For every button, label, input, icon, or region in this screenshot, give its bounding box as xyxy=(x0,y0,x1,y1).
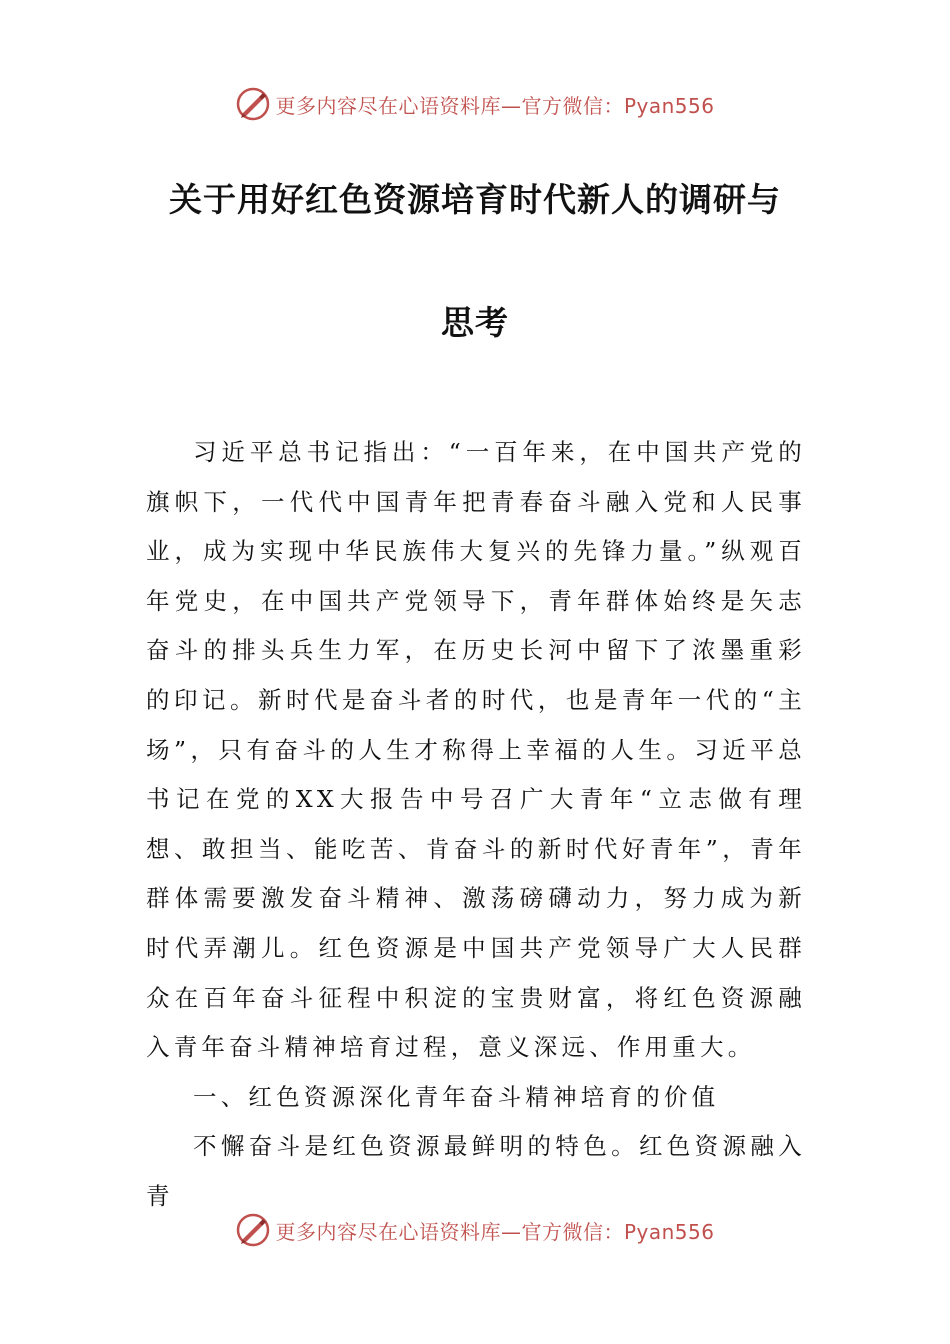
document-title-line-1: 关于用好红色资源培育时代新人的调研与 xyxy=(169,180,781,219)
watermark-footer xyxy=(0,1210,950,1250)
pen-logo-icon xyxy=(235,86,271,122)
document-body xyxy=(146,428,806,1222)
watermark-text: 更多内容尽在心语资料库—官方微信：Pyan556 xyxy=(275,93,715,118)
document-title-line-2: 思考 xyxy=(441,303,509,342)
paragraph-section-1: 不懈奋斗是红色资源最鲜明的特色。红色资源融入青 xyxy=(146,1132,806,1210)
paragraph-intro: 习近平总书记指出：“一百年来，在中国共产党的旗帜下，一代代中国青年把青春奋斗融入党和人民事业，成为实现中华民族伟大复兴的先锋力量。”纵观百年党史，在中国共产党领导下，青年群体始终是矢志奋斗的排头兵生力军，在历史长河中留下了浓墨重彩的印记。新时代是奋斗者的时代，也是青年一代的“主场”，只有奋斗的人生才称得上幸福的人生。习近平总书记在党的XX大报告中号召广大青年“立志做有理想、敢担当、能吃苦、肯奋斗的新时代好青年”，青年群体需要激发奋斗精神、激荡磅礴动力，努力成为新时代弄潮儿。红色资源是中国共产党领导广大人民群众在百年奋斗征程中积淀的宝贵财富，将红色资源融入青年奋斗精神培育过程，意义深远、作用重大。 xyxy=(146,438,806,1062)
watermark-header xyxy=(0,84,950,124)
watermark-text: 更多内容尽在心语资料库—官方微信：Pyan556 xyxy=(275,1219,715,1244)
pen-logo-icon xyxy=(235,1212,271,1248)
section-heading-1: 一、红色资源深化青年奋斗精神培育的价值 xyxy=(193,1082,720,1111)
